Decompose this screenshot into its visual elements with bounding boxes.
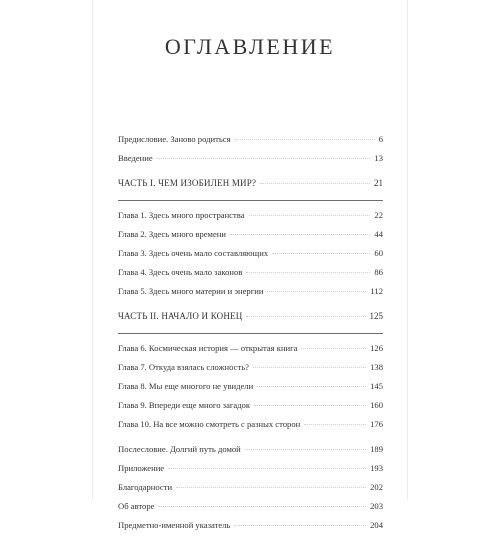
dot-leader [249, 215, 371, 216]
toc-entry-label: Глава 5. Здесь много материи и энергии [118, 286, 264, 296]
toc-page-number: 202 [370, 482, 383, 492]
toc-entry-acknowledgements[interactable] [118, 482, 383, 501]
toc-entry-label: Глава 6. Космическая история — открытая книга [118, 343, 298, 353]
toc-page-number: 203 [370, 501, 383, 511]
dot-leader [230, 234, 370, 235]
toc-part-2[interactable] [118, 311, 383, 330]
toc-page-number: 44 [374, 229, 383, 239]
toc-chapter-6[interactable] [118, 343, 383, 362]
toc-page-number: 160 [370, 400, 383, 410]
toc-entry-label: Глава 1. Здесь много пространства [118, 210, 245, 220]
dot-leader [168, 468, 366, 469]
toc-entry-label: Глава 7. Откуда взялась сложность? [118, 362, 249, 372]
toc-entry-label: Глава 2. Здесь много времени [118, 229, 227, 239]
toc-chapter-3[interactable] [118, 248, 383, 267]
dot-leader [176, 487, 366, 488]
dot-leader [304, 424, 366, 425]
dot-leader [267, 291, 366, 292]
toc-page-number: 189 [370, 444, 383, 454]
table-of-contents [118, 134, 383, 539]
toc-chapter-5[interactable] [118, 286, 383, 305]
dot-leader [272, 253, 370, 254]
toc-chapter-9[interactable] [118, 400, 383, 419]
dot-leader [301, 348, 366, 349]
toc-page-number: 13 [374, 153, 383, 163]
dot-leader [158, 506, 366, 507]
toc-entry-preface[interactable] [118, 134, 383, 153]
toc-page-number: 60 [374, 248, 383, 258]
toc-page-number: 204 [370, 520, 383, 530]
toc-part-1[interactable] [118, 178, 383, 197]
toc-entry-label: Глава 8. Мы еще многого не увидели [118, 381, 254, 391]
toc-part-label: ЧАСТЬ II. НАЧАЛО И КОНЕЦ [118, 311, 243, 321]
toc-page-number: 22 [374, 210, 383, 220]
dot-leader [245, 449, 366, 450]
dot-leader [257, 386, 366, 387]
toc-entry-afterword[interactable] [118, 444, 383, 463]
toc-entry-about-author[interactable] [118, 501, 383, 520]
toc-entry-index[interactable] [118, 520, 383, 539]
toc-page-number: 112 [370, 286, 383, 296]
toc-entry-introduction[interactable] [118, 153, 383, 172]
toc-entry-appendix[interactable] [118, 463, 383, 482]
toc-entry-label: Об авторе [118, 501, 155, 511]
toc-page-number: 86 [374, 267, 383, 277]
dot-leader [260, 183, 370, 184]
dot-leader [246, 272, 370, 273]
dot-leader [157, 158, 371, 159]
page-title: ОГЛАВЛЕНИЕ [164, 34, 336, 59]
toc-page-number: 138 [370, 362, 383, 372]
toc-entry-label: Введение [118, 153, 153, 163]
toc-chapter-10[interactable] [118, 419, 383, 438]
toc-page-number: 21 [374, 178, 383, 188]
toc-page-number: 176 [370, 419, 383, 429]
toc-chapter-2[interactable] [118, 229, 383, 248]
dot-leader [254, 405, 366, 406]
toc-entry-label: Глава 3. Здесь очень мало составляющих [118, 248, 269, 258]
toc-page-number: 6 [378, 134, 383, 144]
toc-entry-label: Предметно-именной указатель [118, 520, 231, 530]
toc-entry-label: Глава 9. Впереди еще много загадок [118, 400, 251, 410]
toc-page-number: 193 [370, 463, 383, 473]
dot-leader [234, 525, 366, 526]
dot-leader [253, 367, 366, 368]
toc-page-number: 145 [370, 381, 383, 391]
toc-chapter-7[interactable] [118, 362, 383, 381]
toc-chapter-4[interactable] [118, 267, 383, 286]
part-divider [118, 200, 383, 201]
toc-chapter-1[interactable] [118, 210, 383, 229]
dot-leader [235, 139, 375, 140]
toc-part-label: ЧАСТЬ I. ЧЕМ ИЗОБИЛЕН МИР? [118, 178, 257, 188]
toc-page-number: 126 [370, 343, 383, 353]
toc-entry-label: Благодарности [118, 482, 173, 492]
toc-entry-label: Глава 4. Здесь очень мало законов [118, 267, 243, 277]
dot-leader [246, 316, 365, 317]
toc-chapter-8[interactable] [118, 381, 383, 400]
toc-entry-label: Глава 10. На все можно смотреть с разных сторон [118, 419, 301, 429]
part-divider [118, 333, 383, 334]
toc-entry-label: Приложение [118, 463, 165, 473]
toc-entry-label: Предисловие. Заново родиться [118, 134, 231, 144]
toc-page-number: 125 [369, 311, 383, 321]
toc-entry-label: Послесловие. Долгий путь домой [118, 444, 241, 454]
